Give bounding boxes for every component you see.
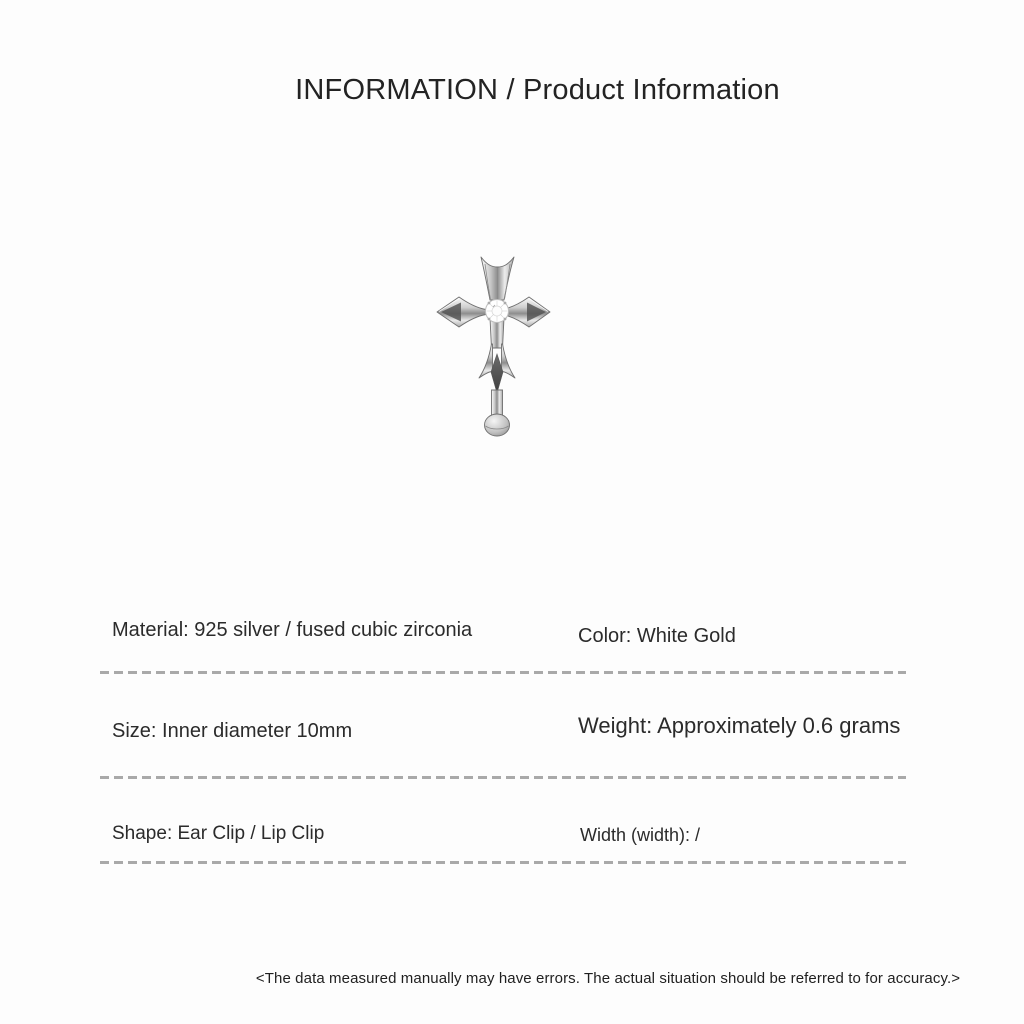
divider (100, 776, 906, 779)
spec-color: Color: White Gold (578, 625, 736, 647)
divider (100, 861, 906, 864)
spec-weight: Weight: Approximately 0.6 grams (578, 713, 901, 738)
clip-ball (485, 414, 510, 436)
spec-width: Width (width): / (580, 825, 701, 845)
spec-shape: Shape: Ear Clip / Lip Clip (112, 823, 325, 844)
spec-size: Size: Inner diameter 10mm (112, 720, 353, 742)
spec-material: Material: 925 silver / fused cubic zirconia (112, 619, 473, 641)
divider (100, 671, 906, 674)
cross-ear-clip-image (435, 252, 553, 440)
product-image (435, 252, 553, 440)
disclaimer-note: <The data measured manually may have errors. The actual situation should be referred to for accuracy.> (255, 970, 961, 987)
page-title: INFORMATION / Product Information (295, 74, 780, 106)
gemstone (486, 300, 509, 323)
